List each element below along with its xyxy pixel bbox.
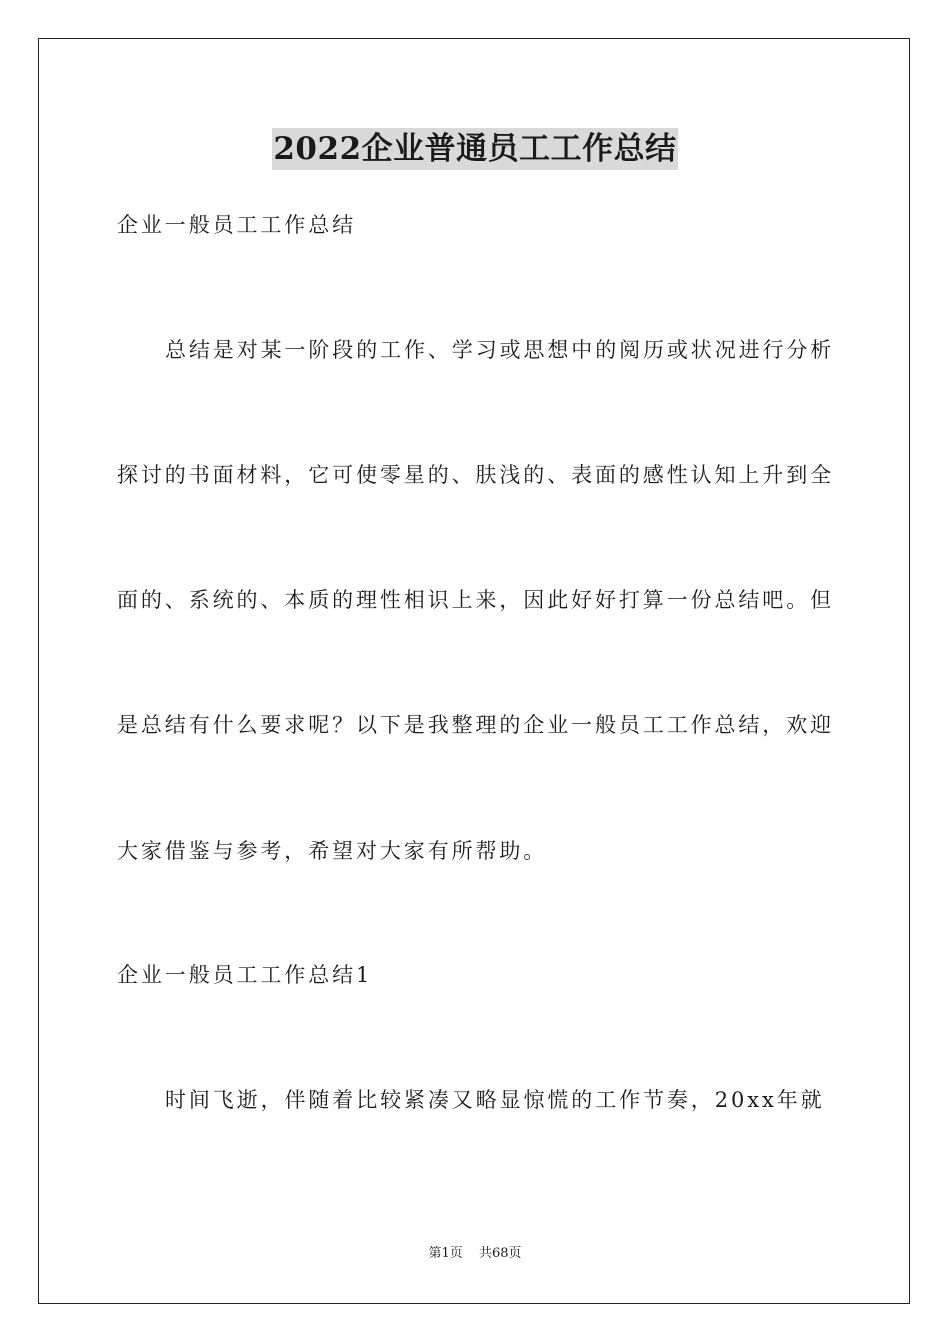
page-total: 共68页 (478, 1246, 522, 1261)
paragraph-line: 探讨的书面材料，它可使零星的、肤浅的、表面的感性认知上升到全 (117, 463, 834, 487)
paragraph-line: 大家借鉴与参考，希望对大家有所帮助。 (117, 839, 548, 863)
document-subtitle: 企业一般员工工作总结 (117, 213, 356, 237)
page-number: 第1页 (428, 1246, 463, 1261)
page-footer (0, 1244, 950, 1264)
paragraph-line: 是总结有什么要求呢？以下是我整理的企业一般员工工作总结，欢迎 (117, 713, 834, 737)
title-container (0, 128, 950, 170)
section-heading: 企业一般员工工作总结1 (117, 963, 373, 987)
document-title: 2022企业普通员工工作总结 (272, 128, 677, 170)
paragraph-line: 面的、系统的、本质的理性相识上来，因此好好打算一份总结吧。但 (117, 588, 834, 612)
paragraph-line: 总结是对某一阶段的工作、学习或思想中的阅历或状况进行分析 (165, 338, 835, 362)
paragraph-line: 时间飞逝，伴随着比较紧凑又略显惊慌的工作节奏，20xx年就 (165, 1088, 825, 1112)
